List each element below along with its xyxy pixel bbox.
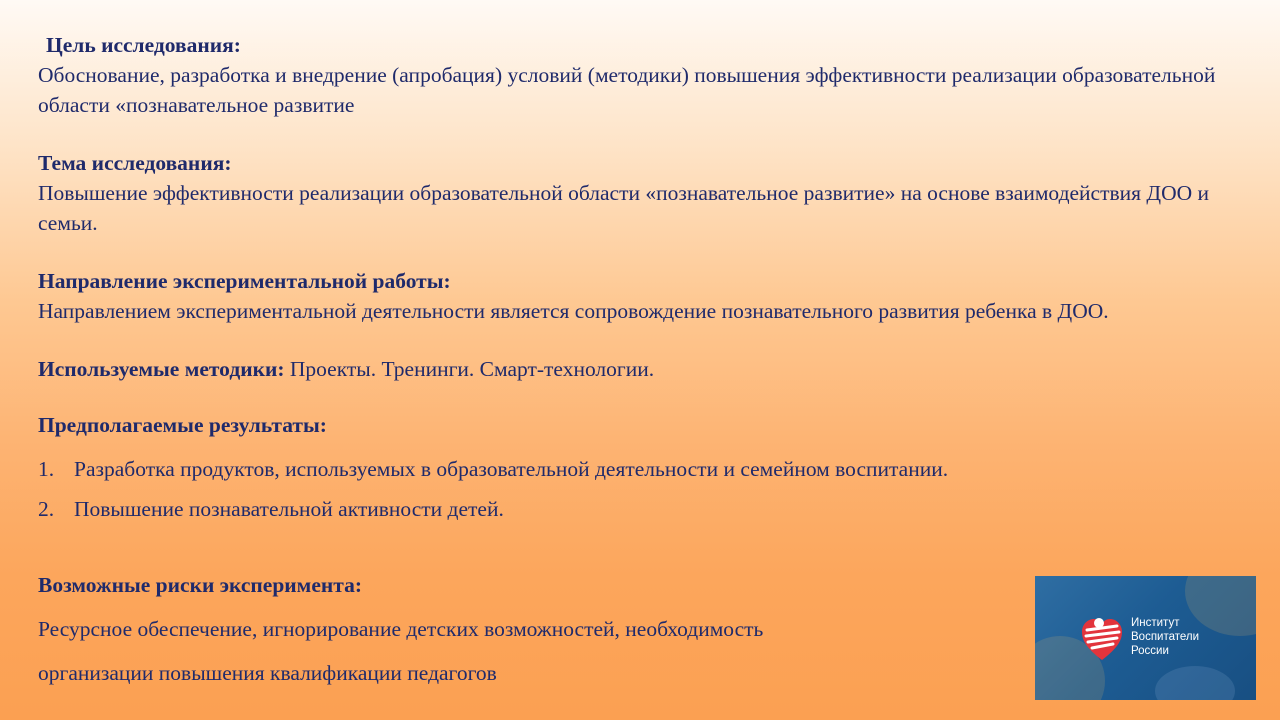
methods-text: Проекты. Тренинги. Смарт-технологии. <box>289 357 655 381</box>
risks-heading: Возможные риски эксперимента: <box>38 573 362 597</box>
spacer <box>38 326 1218 354</box>
logo-line: Институт <box>1131 617 1180 629</box>
direction-heading: Направление экспериментальной работы: <box>38 269 451 293</box>
list-item <box>38 454 1218 484</box>
goal-section <box>38 30 1218 120</box>
spacer <box>38 238 1218 266</box>
topic-heading: Тема исследования: <box>38 151 232 175</box>
list-item-text: Повышение познавательной активности детей. <box>74 497 504 521</box>
direction-section <box>38 266 1218 326</box>
direction-text: Направлением экспериментальной деятельности является сопровождение познавательного развития ребенка в ДОО. <box>38 299 1109 323</box>
list-item-number: 2. <box>38 497 55 521</box>
results-section <box>38 410 1218 524</box>
topic-text: Повышение эффективности реализации образовательной области «познавательное развитие» на основе взаимодействия ДОО и семьи. <box>38 181 1210 235</box>
list-item-text: Разработка продуктов, используемых в образовательной деятельности и семейном воспитании. <box>74 457 949 481</box>
topic-section <box>38 148 1218 238</box>
logo-background-shape <box>1155 666 1235 700</box>
logo-line: России <box>1131 645 1169 657</box>
risks-text-line2: организации повышения квалификации педагогов <box>38 661 497 685</box>
goal-heading: Цель исследования: <box>46 33 241 57</box>
logo-wordmark <box>1131 616 1199 658</box>
goal-text: Обоснование, разработка и внедрение (апробация) условий (методики) повышения эффективности реализации образовательной области «познавательное развитие <box>38 63 1216 117</box>
spacer <box>38 384 1218 410</box>
methods-heading: Используемые методики: <box>38 357 285 381</box>
results-heading: Предполагаемые результаты: <box>38 413 327 437</box>
spacer <box>38 534 1218 570</box>
methods-section <box>38 354 1218 384</box>
risks-text-line1: Ресурсное обеспечение, игнорирование детских возможностей, необходимость <box>38 617 764 641</box>
results-list <box>38 454 1218 524</box>
institute-logo <box>1035 576 1256 700</box>
list-item-number: 1. <box>38 457 55 481</box>
logo-line: Воспитатели <box>1131 631 1200 643</box>
list-item <box>38 494 1218 524</box>
heart-icon <box>1079 614 1125 664</box>
spacer <box>38 120 1218 148</box>
